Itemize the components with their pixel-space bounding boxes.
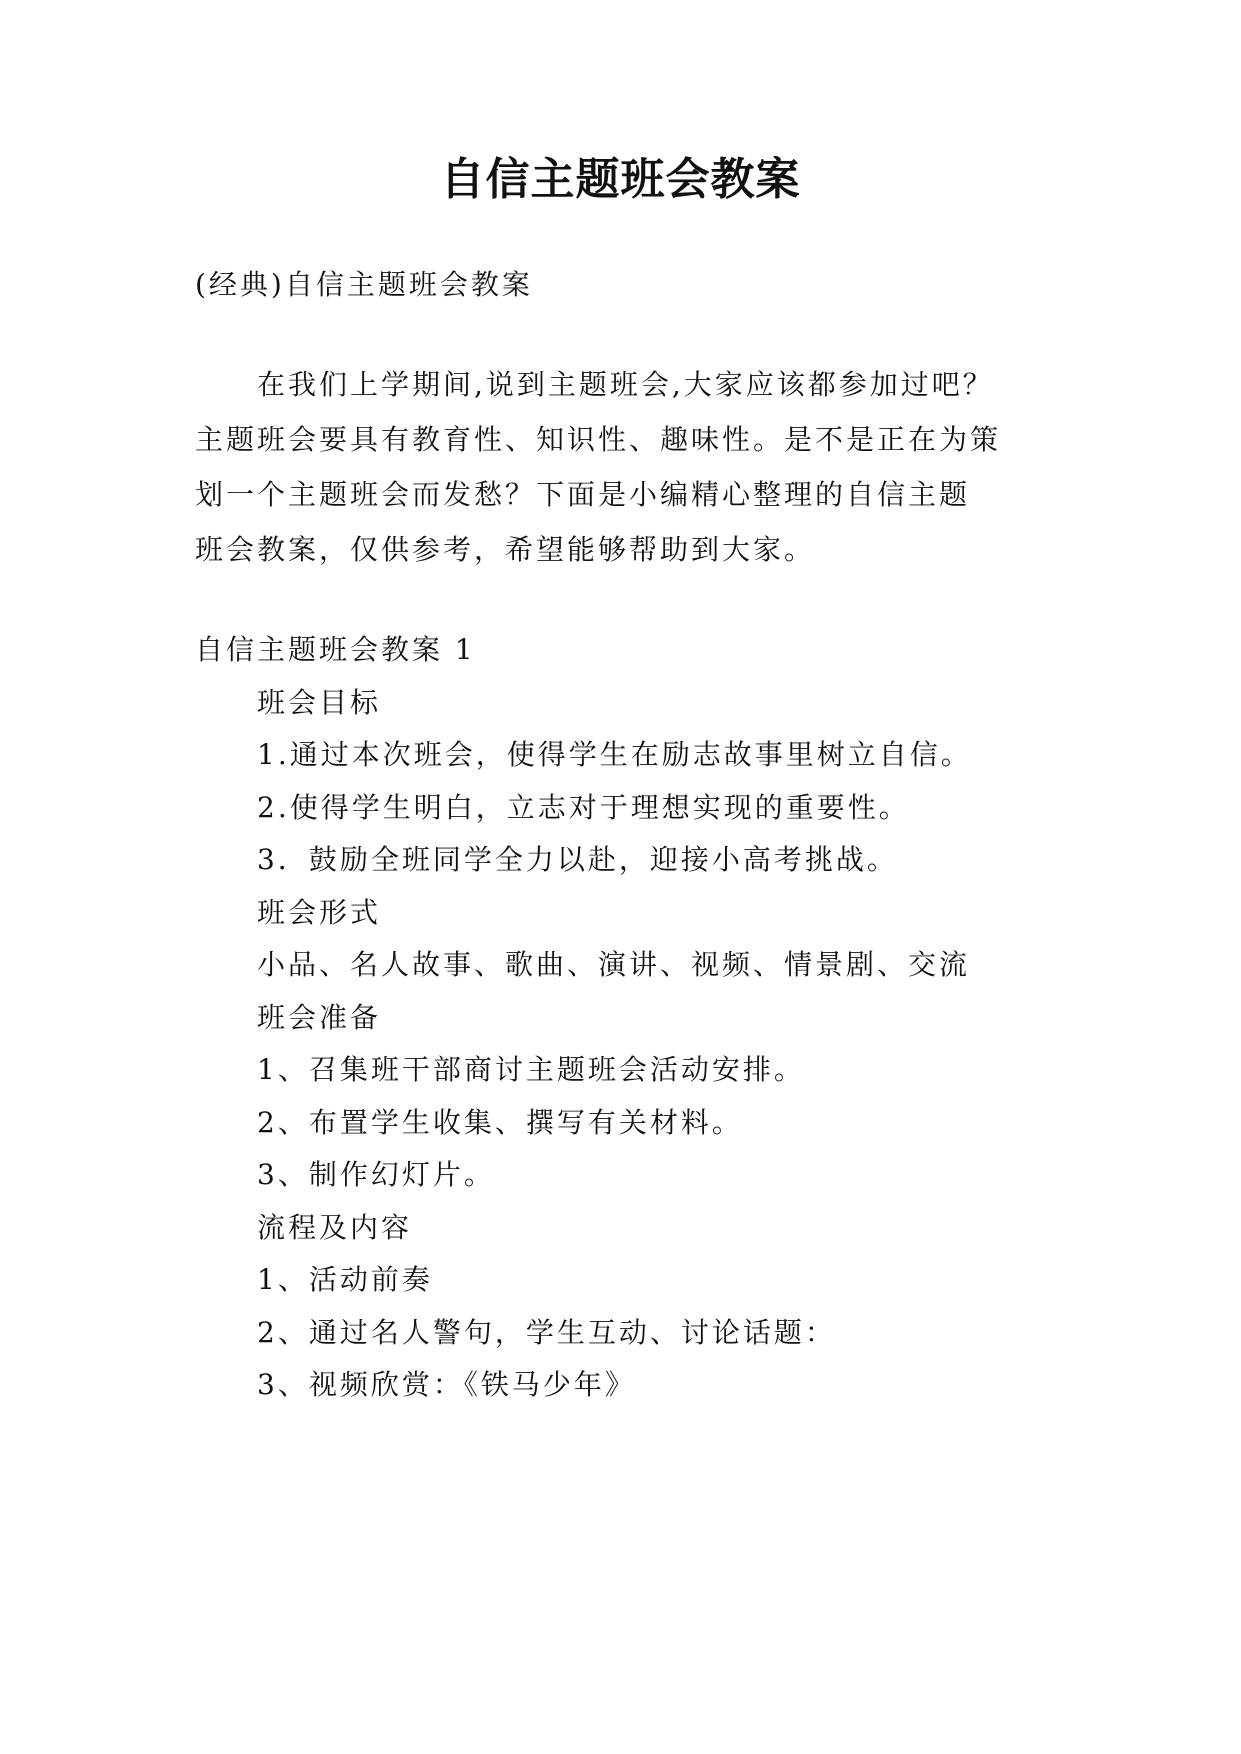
body-line-goal-heading: 班会目标 [257, 686, 382, 719]
document-subtitle: (经典)自信主题班会教案 [195, 268, 533, 301]
body-line-goal-2: 2.使得学生明白，立志对于理想实现的重要性。 [257, 791, 910, 824]
intro-line-1: 在我们上学期间,说到主题班会,大家应该都参加过吧？ [257, 368, 994, 401]
body-line-prep-1: 1、召集班干部商讨主题班会活动安排。 [257, 1053, 805, 1086]
body-line-form-content: 小品、名人故事、歌曲、演讲、视频、情景剧、交流 [257, 948, 971, 981]
body-line-prep-3: 3、制作幻灯片。 [257, 1158, 495, 1191]
intro-line-3: 划一个主题班会而发愁？下面是小编精心整理的自信主题 [195, 478, 971, 511]
body-line-flow-3: 3、视频欣赏：《铁马少年》 [257, 1368, 636, 1401]
body-line-goal-1: 1.通过本次班会，使得学生在励志故事里树立自信。 [257, 738, 972, 771]
body-line-flow-1: 1、活动前奏 [257, 1263, 433, 1296]
body-line-flow-heading: 流程及内容 [257, 1211, 413, 1244]
intro-line-4: 班会教案，仅供参考，希望能够帮助到大家。 [195, 533, 816, 566]
body-line-prep-2: 2、布置学生收集、撰写有关材料。 [257, 1106, 743, 1139]
intro-line-2: 主题班会要具有教育性、知识性、趣味性。是不是正在为策 [195, 423, 1002, 456]
body-line-flow-2: 2、通过名人警句，学生互动、讨论话题： [257, 1316, 836, 1349]
document-title: 自信主题班会教案 [440, 154, 801, 205]
body-line-form-heading: 班会形式 [257, 896, 382, 929]
body-line-goal-3: 3．鼓励全班同学全力以赴，迎接小高考挑战。 [257, 843, 898, 876]
body-line-prep-heading: 班会准备 [257, 1001, 382, 1034]
section-heading: 自信主题班会教案 1 [195, 633, 476, 666]
